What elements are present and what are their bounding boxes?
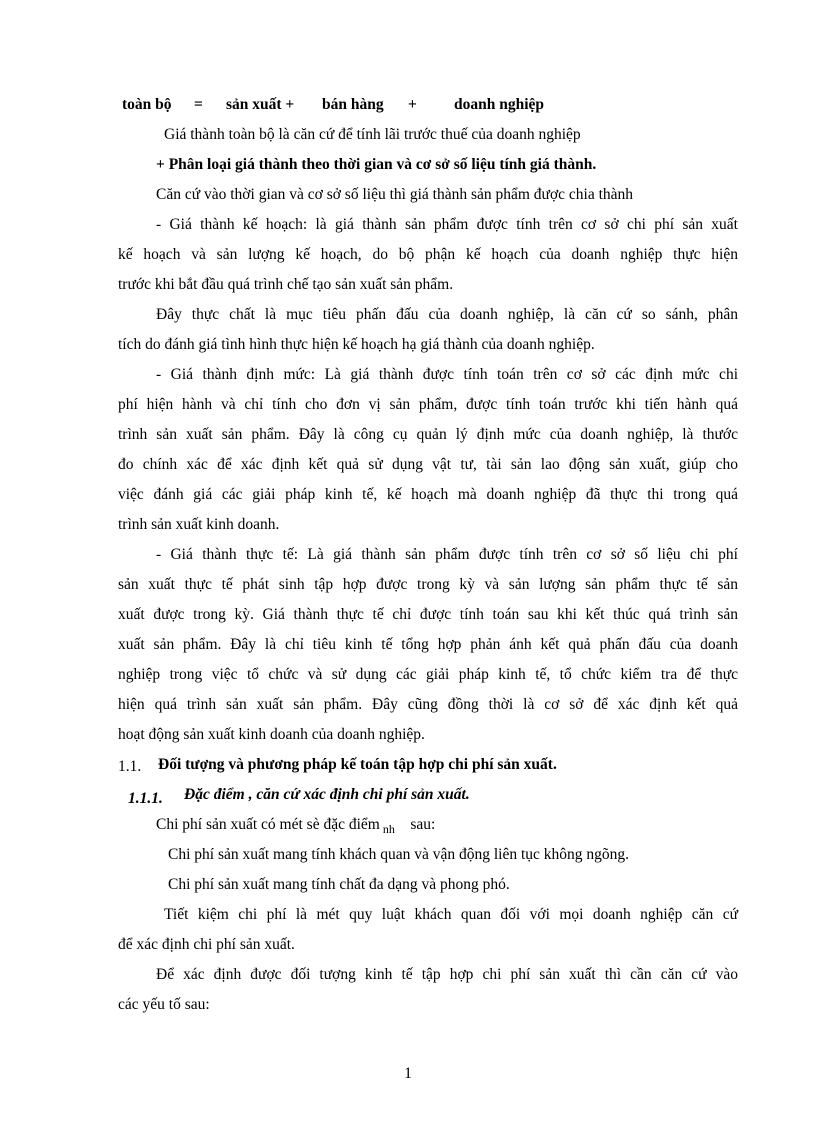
paragraph-line [156,815,435,835]
subscript-fragment: nh [382,822,395,836]
paragraph-line: trình sản xuất sản phẩm. Đây là công cụ quản lý định mức của doanh nghiệp, là thước [118,426,738,443]
paragraph-line: sản xuất thực tế phát sinh tập hợp được trong kỳ và sản lượng sản phẩm thực tế sản [118,576,738,593]
characteristics-intro-end: sau: [410,816,436,833]
paragraph-line: Chi phí sản xuất mang tính khách quan và vận động liên tục không ngõng. [168,846,630,863]
paragraph-line: nghiệp trong việc tổ chức và sử dụng các giải pháp kinh tế, tổ chức kiểm tra để thực [118,666,738,683]
paragraph-line: xuất được trong kỳ. Giá thành thực tế chỉ được tính toán sau khi kết thúc quá trình sản [118,606,738,623]
formula-plus: + [408,96,417,113]
paragraph-line: trình sản xuất kinh doanh. [118,516,280,533]
paragraph-line: Căn cứ vào thời gian và cơ sở số liệu thì giá thành sản phẩm được chia thành [156,186,634,203]
paragraph-line: - Giá thành kế hoạch: là giá thành sản phẩm được tính trên cơ sở chi phí sản xuất [156,216,738,233]
paragraph-line: việc đánh giá các giải pháp kinh tế, kế hoạch mà doanh nghiệp đã thực thi trong quá [118,486,738,503]
paragraph-line: để xác định chi phí sản xuất. [118,936,295,953]
paragraph-line: trước khi bắt đầu quá trình chế tạo sản xuất sản phẩm. [118,276,454,293]
paragraph-line: Chi phí sản xuất mang tính chất đa dạng và phong phó. [168,876,510,893]
paragraph-line: - Giá thành thực tế: Là giá thành sản phẩm được tính trên cơ sở số liệu chi phí [156,546,738,563]
paragraph-line: hoạt động sản xuất kinh doanh của doanh nghiệp. [118,726,425,743]
paragraph-line: đo chính xác để xác định kết quả sử dụng vật tư, tài sản lao động sản xuất, giúp cho [118,456,738,473]
heading-1-1-number: 1.1. [118,758,142,775]
formula-term-production: sản xuất + [226,96,295,113]
heading-1-1-1-number: 1.1.1. [128,790,163,807]
section-subheading: + Phân loại giá thành theo thời gian và cơ sở số liệu tính giá thành. [156,156,597,173]
paragraph-line: phí hiện hành và chỉ tính cho đơn vị sản phẩm, được tính toán trước khi tiến hành quá [118,396,738,413]
paragraph-line: Đây thực chất là mục tiêu phấn đấu của doanh nghiệp, là căn cứ so sánh, phân [156,306,738,323]
heading-1-1-1-title: Đặc điểm , căn cứ xác định chi phí sản xuất. [184,786,470,803]
formula-term-total: toàn bộ [122,96,172,113]
paragraph-line: các yếu tố sau: [118,996,210,1013]
paragraph-line: - Giá thành định mức: Là giá thành được tính toán trên cơ sở các định mức chi [156,366,738,383]
paragraph-line: xuất sản phẩm. Đây là chỉ tiêu kinh tế tổng hợp phản ánh kết quả phấn đấu của doanh [118,636,738,653]
paragraph-line: Tiết kiệm chi phí là mét quy luật khách quan đối với mọi doanh nghiệp căn cứ [164,906,738,923]
paragraph-line: kế hoạch và sản lượng kế hoạch, do bộ phận kế hoạch của doanh nghiệp thực hiện [118,246,738,263]
formula-term-enterprise: doanh nghiệp [454,96,545,113]
formula-equals: = [194,96,203,113]
paragraph-line: hiện quá trình sản xuất sản phẩm. Đây cũng đồng thời là cơ sở để xác định kết quả [118,696,738,713]
paragraph-line: Để xác định được đối tượng kinh tế tập hợp chi phí sản xuất thì cần căn cứ vào [156,966,738,983]
page-number: 1 [404,1065,412,1082]
characteristics-intro: Chi phí sản xuất có mét sè đặc điểm [156,816,380,833]
heading-1-1-title: Đối tượng và phương pháp kế toán tập hợp chi phí sản xuất. [158,756,557,773]
paragraph-line: tích do đánh giá tình hình thực hiện kế hoạch hạ giá thành của doanh nghiệp. [118,336,595,353]
paragraph-line: Giá thành toàn bộ là căn cứ để tính lãi trước thuế của doanh nghiệp [164,126,581,143]
formula-term-sales: bán hàng [322,96,384,113]
